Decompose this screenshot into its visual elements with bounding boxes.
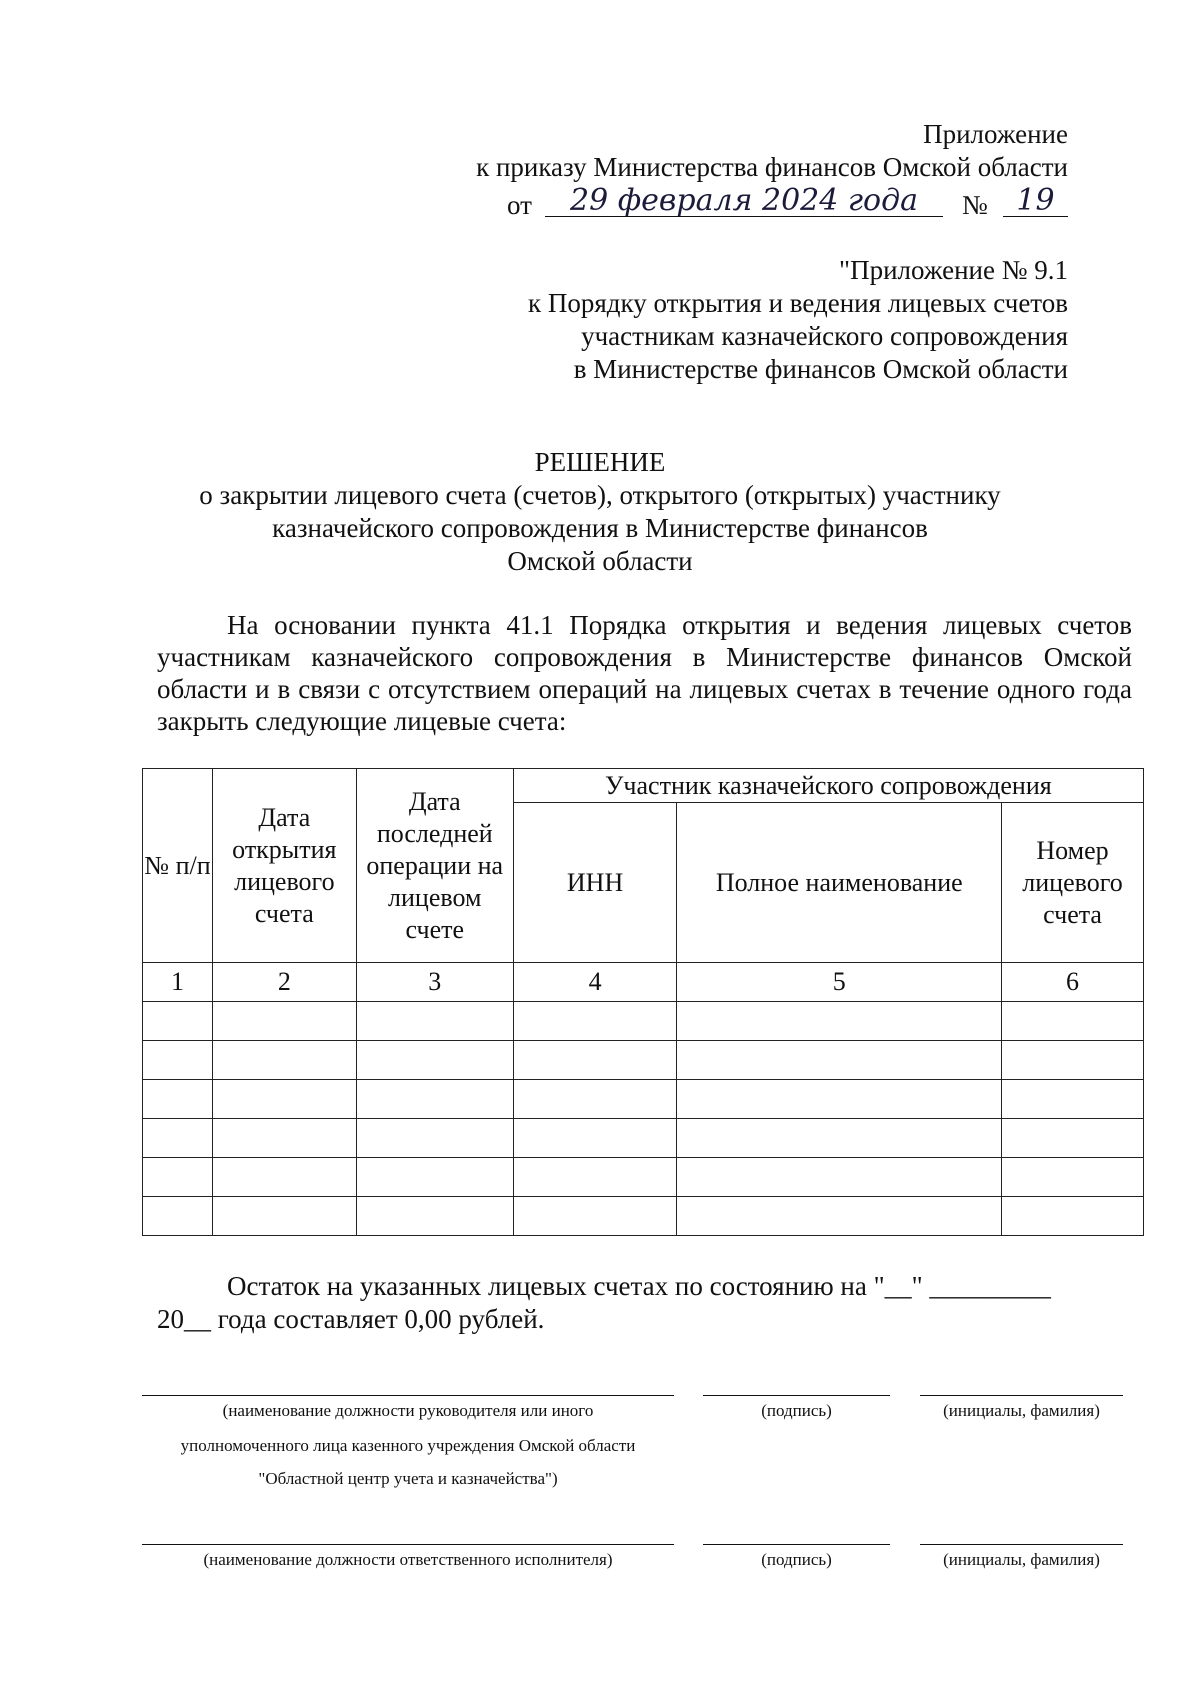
table-cell bbox=[356, 1197, 513, 1236]
table-cell bbox=[212, 1041, 356, 1080]
table-cell bbox=[1002, 1002, 1144, 1041]
col-number-cell: 2 bbox=[212, 963, 356, 1002]
order-title: к приказу Министерства финансов Омской области bbox=[476, 152, 1068, 182]
table-row bbox=[143, 1197, 1144, 1236]
table-cell bbox=[513, 1080, 677, 1119]
col-header-last-operation: Дата последней операции на лицевом счете bbox=[356, 769, 513, 963]
table-cell bbox=[143, 1119, 213, 1158]
table-cell bbox=[1002, 1041, 1144, 1080]
table-cell bbox=[212, 1158, 356, 1197]
executor-signature-line bbox=[703, 1544, 890, 1545]
table-cell bbox=[212, 1080, 356, 1119]
head-position-caption-1: (наименование должности руководителя или иного bbox=[222, 1401, 594, 1420]
table-cell bbox=[1002, 1080, 1144, 1119]
from-label: от bbox=[507, 190, 532, 220]
table-cell bbox=[677, 1041, 1002, 1080]
decision-subtitle-1: о закрытии лицевого счета (счетов), открытого (открытых) участнику bbox=[199, 480, 1001, 510]
table-cell bbox=[677, 1197, 1002, 1236]
head-position-line bbox=[142, 1395, 674, 1396]
table-row bbox=[143, 1002, 1144, 1041]
decision-heading: РЕШЕНИЕ bbox=[534, 447, 666, 477]
head-initials-line bbox=[920, 1395, 1123, 1396]
executor-signature-caption: (подпись) bbox=[761, 1550, 832, 1569]
col-number-cell: 4 bbox=[513, 963, 677, 1002]
table-cell bbox=[356, 1002, 513, 1041]
table-cell bbox=[513, 1041, 677, 1080]
order-date-line bbox=[507, 183, 1068, 222]
decision-body-text: На основании пункта 41.1 Порядка открытия и ведения лицевых счетов участникам казначейского сопровождения в Министерстве финансов Омской области и в связи с отсутствием операций на лицевых счетах в течение одного года закрыть следующие лицевые счета: bbox=[157, 610, 1132, 736]
table-cell bbox=[356, 1158, 513, 1197]
table-cell bbox=[1002, 1119, 1144, 1158]
table-cell bbox=[677, 1002, 1002, 1041]
head-position-caption bbox=[142, 1400, 674, 1489]
table-cell bbox=[677, 1158, 1002, 1197]
table-cell bbox=[356, 1041, 513, 1080]
appendix-line-1: "Приложение № 9.1 bbox=[839, 255, 1068, 285]
executor-position-line bbox=[142, 1544, 674, 1545]
head-signature-line bbox=[703, 1395, 890, 1396]
table-cell bbox=[677, 1080, 1002, 1119]
col-number-cell: 5 bbox=[677, 963, 1002, 1002]
table-cell bbox=[143, 1158, 213, 1197]
decision-title bbox=[0, 446, 1200, 578]
appendix-line-4: в Министерстве финансов Омской области bbox=[573, 354, 1068, 384]
executor-position-caption: (наименование должности ответственного исполнителя) bbox=[203, 1550, 613, 1569]
col-header-number: № п/п bbox=[143, 769, 213, 963]
col-header-open-date: Дата открытия лицевого счета bbox=[212, 769, 356, 963]
table-cell bbox=[143, 1197, 213, 1236]
table-cell bbox=[143, 1041, 213, 1080]
table-cell bbox=[1002, 1158, 1144, 1197]
table-cell bbox=[356, 1119, 513, 1158]
col-number-cell: 6 bbox=[1002, 963, 1144, 1002]
balance-line-2: 20__ года составляет 0,00 рублей. bbox=[157, 1304, 545, 1334]
head-initials-caption: (инициалы, фамилия) bbox=[943, 1401, 1100, 1420]
table-row bbox=[143, 1119, 1144, 1158]
column-numbers-row bbox=[143, 963, 1144, 1002]
balance-line-1: Остаток на указанных лицевых счетах по состоянию на "__" _________ bbox=[227, 1271, 1051, 1301]
col-header-inn: ИНН bbox=[513, 803, 677, 963]
order-number-handwritten: 19 bbox=[1003, 186, 1068, 217]
table-cell bbox=[1002, 1197, 1144, 1236]
order-appendix-label: Приложение bbox=[923, 119, 1068, 149]
table-cell bbox=[212, 1002, 356, 1041]
decision-subtitle-2: казначейского сопровождения в Министерстве финансов bbox=[272, 513, 928, 543]
table-cell bbox=[513, 1197, 677, 1236]
number-label: № bbox=[962, 190, 988, 220]
table-row bbox=[143, 1080, 1144, 1119]
table-cell bbox=[513, 1158, 677, 1197]
order-reference bbox=[476, 118, 1068, 184]
accounts-table bbox=[142, 768, 1144, 1236]
procedure-appendix bbox=[528, 254, 1068, 386]
balance-statement bbox=[157, 1270, 1132, 1336]
head-position-caption-2: уполномоченного лица казенного учреждения Омской области bbox=[180, 1436, 636, 1455]
head-position-caption-3: "Областной центр учета и казначейства") bbox=[258, 1469, 558, 1488]
table-cell bbox=[513, 1002, 677, 1041]
table-cell bbox=[212, 1197, 356, 1236]
table-cell bbox=[212, 1119, 356, 1158]
table-cell bbox=[143, 1080, 213, 1119]
executor-initials-caption: (инициалы, фамилия) bbox=[943, 1550, 1100, 1569]
table-cell bbox=[356, 1080, 513, 1119]
appendix-line-3: участникам казначейского сопровождения bbox=[581, 321, 1068, 351]
decision-subtitle-3: Омской области bbox=[507, 546, 693, 576]
col-number-cell: 1 bbox=[143, 963, 213, 1002]
order-date-handwritten: 29 февраля 2024 года bbox=[545, 186, 943, 217]
col-header-full-name: Полное наименование bbox=[677, 803, 1002, 963]
head-signature-caption: (подпись) bbox=[761, 1401, 832, 1420]
col-header-account-number: Номер лицевого счета bbox=[1002, 803, 1144, 963]
col-number-cell: 3 bbox=[356, 963, 513, 1002]
col-header-participant-group: Участник казначейского сопровождения bbox=[513, 769, 1143, 803]
table-cell bbox=[513, 1119, 677, 1158]
table-row bbox=[143, 1041, 1144, 1080]
executor-initials-line bbox=[920, 1544, 1123, 1545]
table-row bbox=[143, 1158, 1144, 1197]
table-cell bbox=[677, 1119, 1002, 1158]
appendix-line-2: к Порядку открытия и ведения лицевых счетов bbox=[527, 288, 1068, 318]
table-cell bbox=[143, 1002, 213, 1041]
